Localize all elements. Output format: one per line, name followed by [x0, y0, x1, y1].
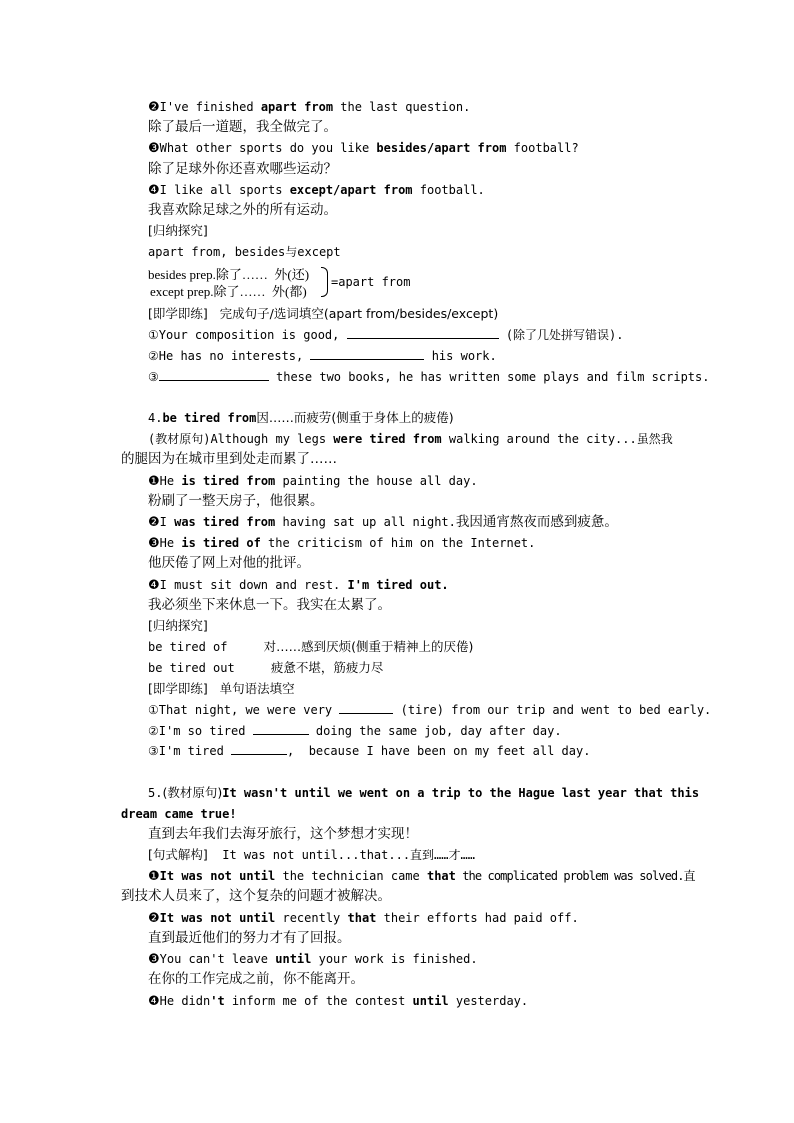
answer-blank[interactable]	[253, 723, 309, 735]
s4-example-4: ❹I must sit down and rest. I'm tired out.	[148, 578, 449, 593]
practice-q3: ③ these two books, he has written some plays and film scripts.	[148, 370, 710, 384]
besides-definition: besides prep.除了…… 外(还)	[148, 267, 310, 282]
brace-comparison	[148, 264, 448, 300]
s4-practice-q3: ③I'm tired , because I have been on my feet all day.	[148, 744, 591, 758]
answer-blank[interactable]	[347, 327, 499, 339]
brace-result: =apart from	[331, 275, 411, 289]
comparison-title: apart from, besides与except	[148, 245, 341, 259]
s5-example-2-translation: 直到最近他们的努力才有了回报。	[148, 930, 351, 946]
s4-example-1-translation: 粉刷了一整天房子，他很累。	[148, 493, 324, 509]
s5-example-3: ❸You can't leave until your work is finished.	[148, 952, 478, 967]
example-2: ❷I've finished apart from the last question.	[148, 100, 471, 115]
s4-practice-heading: [即学即练] 单句语法填空	[148, 681, 295, 696]
s4-example-2: ❷I was tired from having sat up all night.我因通宵熬夜而感到疲惫。	[148, 514, 618, 530]
section-5-translation: 直到去年我们去海牙旅行，这个梦想才实现！	[148, 826, 418, 842]
section-5-heading: 5.(教材原句)It wasn't until we went on a trip to the Hague last year that this	[148, 785, 700, 800]
example-4: ❹I like all sports except/apart from football.	[148, 183, 485, 198]
answer-blank[interactable]	[231, 743, 287, 755]
s4-example-3-translation: 他厌倦了网上对他的批评。	[148, 555, 310, 571]
s4-example-4-translation: 我必须坐下来休息一下。我实在太累了。	[148, 597, 391, 613]
practice-q1: ①Your composition is good, (除了几处拼写错误).	[148, 328, 624, 342]
s4-induction-heading: [归纳探究]	[148, 618, 208, 633]
example-3: ❸What other sports do you like besides/apart from football?	[148, 141, 579, 156]
s4-practice-q2: ②I'm so tired doing the same job, day after day.	[148, 724, 562, 738]
example-3-translation: 除了足球外你还喜欢哪些运动？	[148, 161, 337, 177]
except-definition: except prep.除了…… 外(都)	[150, 284, 307, 299]
section-4-original: (教材原句)Although my legs were tired from walking around the city...虽然我	[148, 432, 673, 446]
s5-example-1: ❶It was not until the technician came that the complicated problem was solved.直	[148, 869, 695, 884]
tired-out-definition: be tired out 疲惫不堪，筋疲力尽	[148, 660, 384, 675]
brace-icon	[321, 267, 328, 297]
s4-example-3: ❸He is tired of the criticism of him on the Internet.	[148, 536, 536, 551]
s5-example-2: ❷It was not until recently that their efforts had paid off.	[148, 911, 579, 926]
s4-practice-q1: ①That night, we were very (tire) from our trip and went to bed early.	[148, 703, 712, 717]
example-4-translation: 我喜欢除足球之外的所有运动。	[148, 202, 337, 218]
answer-blank[interactable]	[310, 348, 424, 360]
practice-heading: [即学即练] 完成句子/选词填空(apart from/besides/except)	[148, 306, 499, 321]
answer-blank[interactable]	[159, 369, 269, 381]
tired-of-definition: be tired of 对……感到厌烦(侧重于精神上的厌倦)	[148, 639, 474, 654]
s5-example-4: ❹He didn't inform me of the contest until yesterday.	[148, 994, 529, 1009]
section-4-heading: 4.be tired from因……而疲劳(侧重于身体上的疲倦)	[148, 410, 454, 425]
answer-blank[interactable]	[339, 702, 393, 714]
s5-example-3-translation: 在你的工作完成之前，你不能离开。	[148, 971, 364, 987]
induction-heading: [归纳探究]	[148, 223, 208, 238]
example-2-translation: 除了最后一道题，我全做完了。	[148, 119, 337, 135]
s4-example-1: ❶He is tired from painting the house all day.	[148, 474, 478, 489]
sentence-pattern: [句式解构] It was not until...that...直到……才……	[148, 847, 475, 862]
practice-q2: ②He has no interests, his work.	[148, 349, 497, 363]
s5-example-1-cont: 到技术人员来了，这个复杂的问题才被解决。	[121, 888, 391, 904]
section-4-original-cont: 的腿因为在城市里到处走而累了……	[121, 451, 337, 467]
section-5-heading-cont: dream came true!	[121, 807, 237, 821]
